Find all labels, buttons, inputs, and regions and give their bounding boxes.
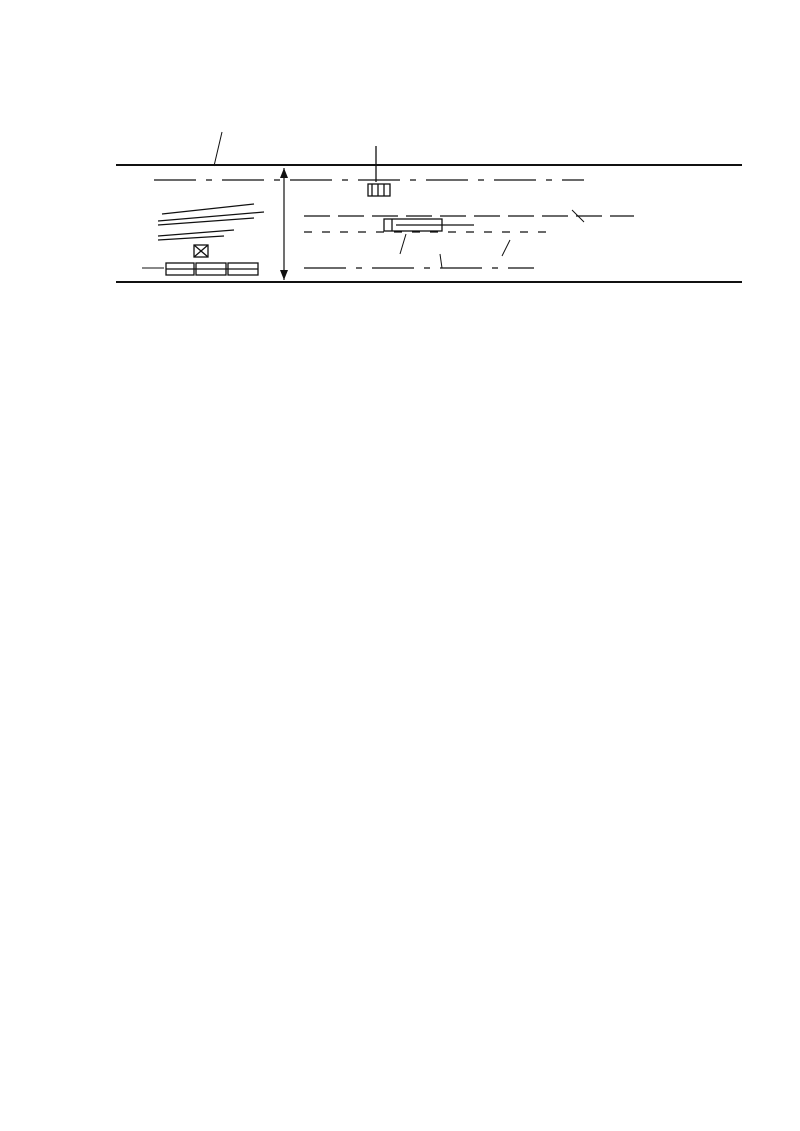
leader-6 (400, 234, 406, 254)
towing-tractor (384, 219, 474, 231)
leader-1 (214, 132, 222, 166)
document-page (116, 72, 742, 352)
width-arrow-top (280, 168, 288, 178)
stacked-timber (158, 204, 264, 275)
stump-puller (368, 146, 390, 196)
figure-2-13 (116, 118, 742, 330)
width-arrow-bottom (280, 270, 288, 280)
leader-4 (502, 240, 510, 256)
road-clearing-diagram (114, 118, 744, 330)
leader-5 (440, 254, 442, 268)
